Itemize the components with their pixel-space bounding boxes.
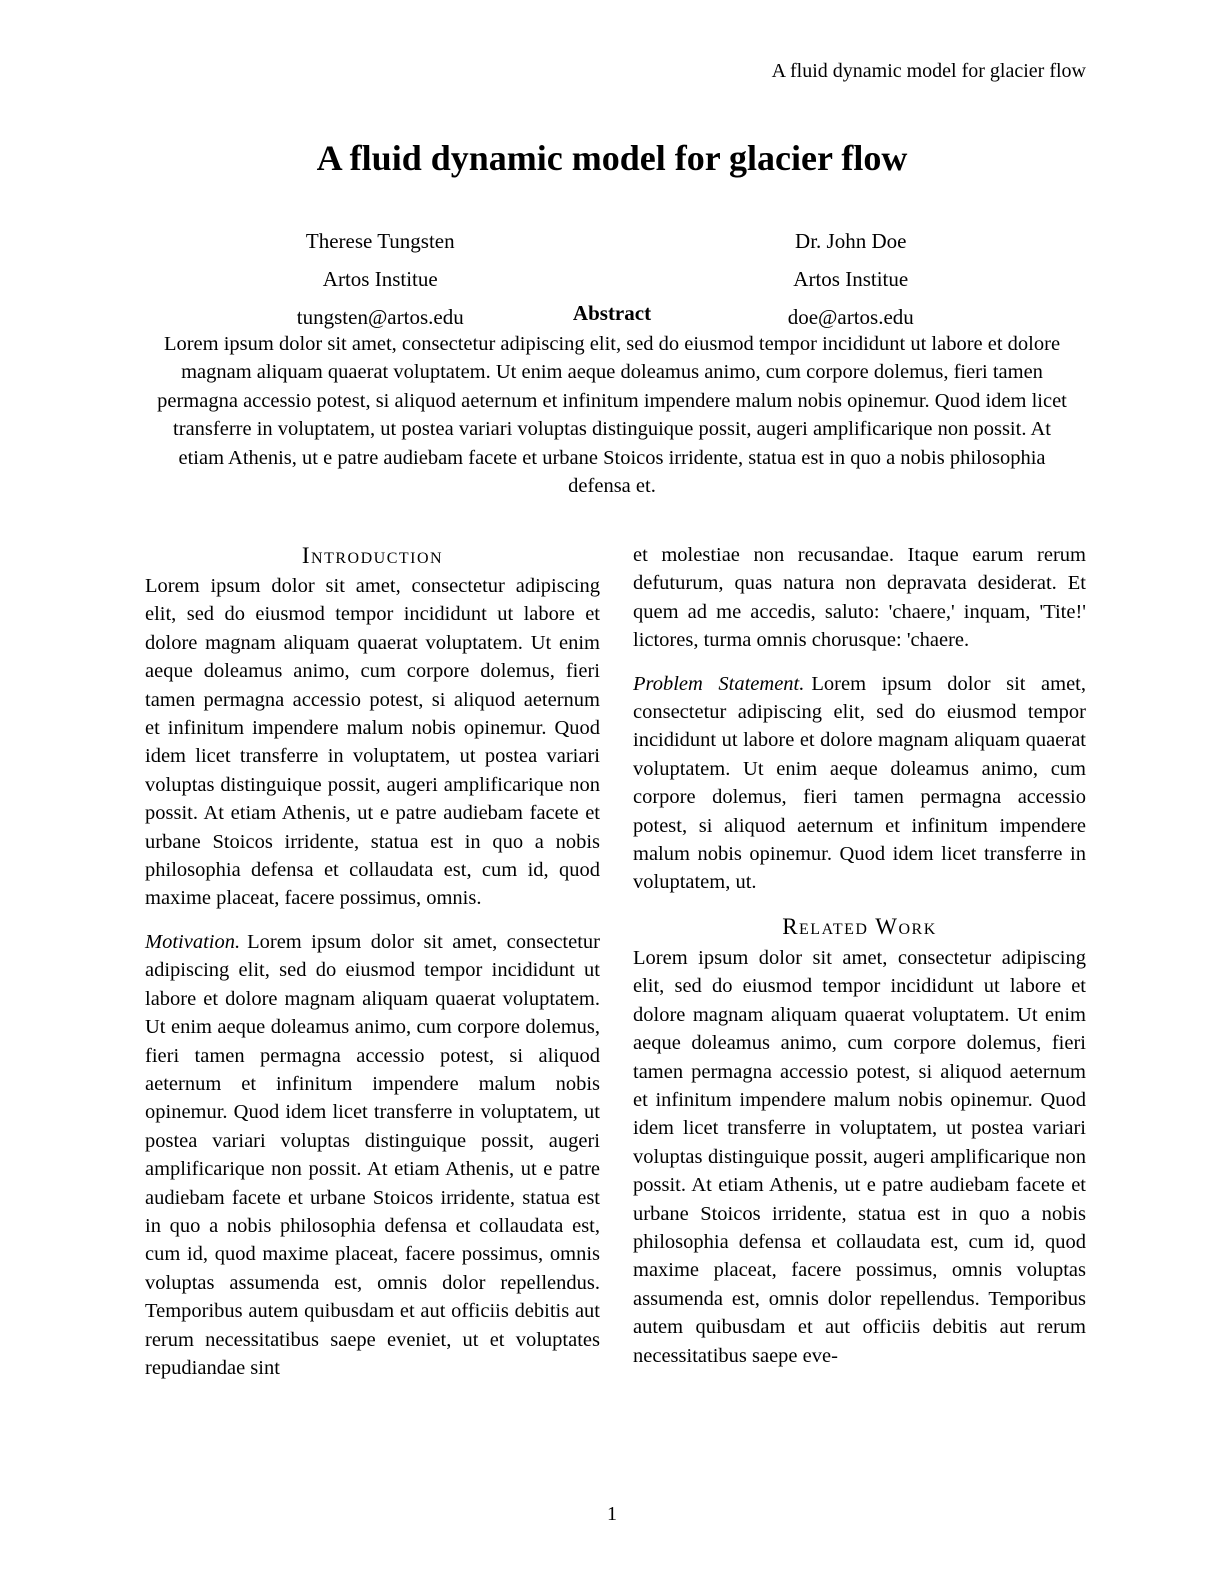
abstract-heading: Abstract [572, 301, 652, 325]
problem-statement-paragraph [633, 670, 1086, 897]
paper-title: A fluid dynamic model for glacier flow [316, 138, 908, 178]
column-left [145, 541, 600, 1397]
section-heading-related-work: Related Work [782, 913, 937, 939]
author-name: Dr. John Doe [795, 229, 907, 253]
abstract-text: Lorem ipsum dolor sit amet, consectetur adipiscing elit, sed do eiusmod tempor incididunt ut labore et dolore magnam aliquam quaerat voluptatem. Ut enim aeque doleamus animo, cum corpore dolemus, fieri tamen permagna accessio potest, si aliquod aeternum et infinitum impendere malum nobis opinemur. Quod idem licet transferre in voluptatem, ut postea variari voluptas distinguique possit, augeri amplificarique non possit. At etiam Athenis, ut e patre audiebam facete et urbane Stoicos irridente, statua est in quo a nobis philosophia defensa et. [157, 333, 1067, 498]
running-head: A fluid dynamic model for glacier flow [771, 60, 1086, 82]
related-work-paragraph: Lorem ipsum dolor sit amet, consectetur adipiscing elit, sed do eiusmod tempor incididunt ut labore et dolore magnam aliquam quaerat voluptatem. Ut enim aeque doleamus animo, cum corpore dolemus, fieri tamen permagna accessio potest, si aliquod aeternum et infinitum impendere malum nobis opinemur. Quod idem licet transferre in voluptatem, ut postea variari voluptas distinguique possit, augeri amplificarique non possit. At etiam Athenis, ut e patre audiebam facete et urbane Stoicos irridente, statua est in quo a nobis philosophia defensa et collaudata est, cum id, quod maxime placeat, facere possimus, omnis voluptas assumenda est, omnis dolor repellendus. Temporibus autem quibusdam et aut officiis debitis aut rerum necessitatibus saepe eve- [633, 946, 1086, 1367]
section-heading-introduction: Introduction [301, 543, 444, 568]
author-affiliation: Artos Institue [322, 267, 438, 291]
author-affiliation: Artos Institue [793, 267, 909, 291]
author-email: tungsten@artos.edu [296, 305, 464, 329]
motivation-text: Lorem ipsum dolor sit amet, consectetur adipiscing elit, sed do eiusmod tempor incididunt ut labore et dolore magnam aliquam quaerat voluptatem. Ut enim aeque doleamus animo, cum corpore dolemus, fieri tamen permagna accessio potest, si aliquod aeternum et infinitum impendere malum nobis opinemur. Quod idem licet transferre in voluptatem, ut postea variari voluptas distinguique possit, augeri amplificarique non possit. At etiam Athenis, ut e patre audiebam facete et urbane Stoicos irridente, statua est in quo a nobis philosophia defensa et collaudata est, cum id, quod maxime placeat, facere possimus, omnis voluptas assumenda est, omnis dolor repellendus. Temporibus autem quibusdam et aut officiis debitis aut rerum necessitatibus saepe eveniet, ut et voluptates repudiandae sint [145, 930, 600, 1379]
author-email: doe@artos.edu [787, 305, 914, 329]
problem-statement-run-in-heading: Problem Statement. [633, 672, 805, 695]
column-right [633, 541, 1086, 1385]
motivation-paragraph [145, 928, 600, 1383]
introduction-continuation-paragraph: et molestiae non recusandae. Itaque earum rerum defuturum, quas natura non depravata desiderat. Et quem ad me accedis, saluto: 'chaere,' inquam, 'Tite!' lictores, turma omnis chorusque: 'chaere. [633, 544, 1086, 652]
problem-statement-text: Lorem ipsum dolor sit amet, consectetur adipiscing elit, sed do eiusmod tempor incididunt ut labore et dolore magnam aliquam quaerat voluptatem. Ut enim aeque doleamus animo, cum corpore dolemus, fieri tamen permagna accessio potest, si aliquod aeternum et infinitum impendere malum nobis opinemur. Quod idem licet transferre in voluptatem, ut. [633, 672, 1086, 894]
author-name: Therese Tungsten [305, 229, 455, 253]
page-number: 1 [607, 1503, 617, 1525]
motivation-run-in-heading: Motivation. [145, 930, 241, 953]
introduction-paragraph: Lorem ipsum dolor sit amet, consectetur adipiscing elit, sed do eiusmod tempor incididunt ut labore et dolore magnam aliquam quaerat voluptatem. Ut enim aeque doleamus animo, cum corpore dolemus, fieri tamen permagna accessio potest, si aliquod aeternum et infinitum impendere malum nobis opinemur. Quod idem licet transferre in voluptatem, ut postea variari voluptas distinguique possit, augeri amplificarique non possit. At etiam Athenis, ut e patre audiebam facete et urbane Stoicos irridente, statua est in quo a nobis philosophia defensa et collaudata est, cum id, quod maxime placeat, facere possimus, omnis. [145, 575, 600, 910]
